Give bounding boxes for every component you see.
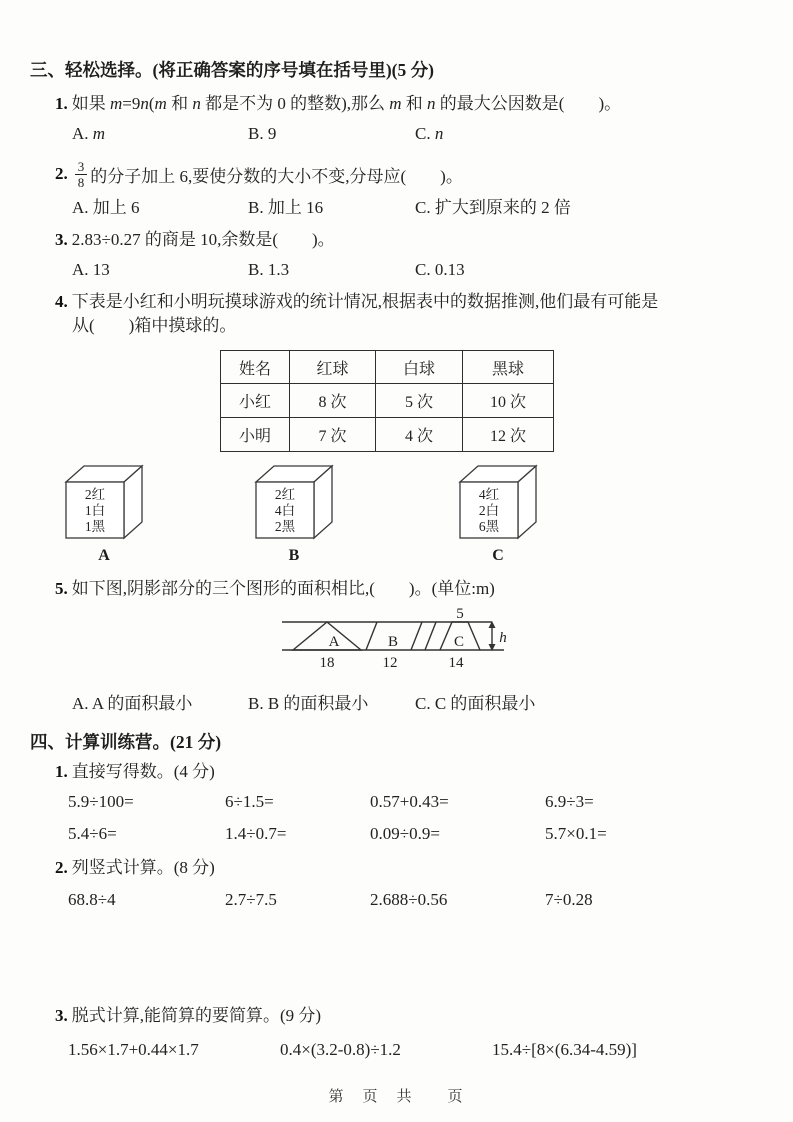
header-black: 黑球	[463, 351, 554, 384]
question-1-part: (	[148, 94, 155, 113]
subsection-2	[30, 856, 763, 1004]
box-c	[458, 462, 538, 565]
top-length-label: 5	[456, 607, 464, 622]
cell-name: 小明	[221, 418, 290, 452]
option-a: A. m	[72, 124, 106, 143]
column-calc-problems	[30, 888, 763, 912]
expression: 15.4÷[8×(6.34-4.59)]	[492, 1040, 637, 1059]
option-b: B. 9	[248, 124, 277, 143]
expression: 5.9÷100=	[68, 792, 134, 811]
base-a-label: 18	[319, 655, 335, 671]
subsection-3	[30, 1004, 763, 1062]
question-3-options	[30, 258, 763, 282]
page-footer: 第 页 共 页	[328, 1089, 465, 1105]
svg-text:4红: 4红	[478, 487, 500, 502]
question-1-part: 和	[166, 94, 193, 113]
svg-text:4白: 4白	[274, 503, 296, 518]
expression: 1.4÷0.7=	[225, 824, 287, 843]
cell-red: 7 次	[290, 418, 376, 452]
cell-white: 4 次	[376, 418, 463, 452]
question-1-part: 的最大公因数是( )。	[435, 94, 622, 113]
base-b-label: 12	[382, 655, 398, 671]
question-1-part: 都是不为 0 的整数),那么	[200, 94, 390, 113]
box-a	[64, 462, 144, 565]
variable-n: n	[192, 94, 201, 113]
variable-n: n	[427, 94, 436, 113]
step-calc-problems	[30, 1038, 763, 1062]
question-2-text: 2. $\frac{3}{8}$ 的分子加上 6,要使分数的大小不变,分母应( )。	[55, 158, 463, 190]
table-row	[221, 418, 554, 452]
option-c: C. n	[415, 124, 444, 143]
expression: 7÷0.28	[545, 890, 593, 909]
question-5-text: 5. 如下图,阴影部分的三个图形的面积相比,( )。(单位:m)	[55, 579, 495, 598]
option-c: C. 0.13	[415, 260, 465, 279]
question-1-part: 和	[401, 94, 428, 113]
shape-b-label: B	[387, 634, 399, 650]
option-c: C. 扩大到原来的 2 倍	[415, 198, 571, 217]
option-b: B. 加上 16	[248, 198, 324, 217]
cell-black: 12 次	[463, 418, 554, 452]
expression: 5.4÷6=	[68, 824, 117, 843]
parallel-lines-shapes-drawing	[280, 607, 515, 675]
expression: 2.7÷7.5	[225, 890, 277, 909]
expression: 0.57+0.43=	[370, 792, 449, 811]
question-3-text: 3. 2.83÷0.27 的商是 10,余数是( )。	[55, 230, 335, 249]
fraction-3-8: $\frac{3}{8}$	[75, 160, 88, 189]
header-white: 白球	[376, 351, 463, 384]
header-red: 红球	[290, 351, 376, 384]
box-c-cube-drawing	[458, 462, 538, 540]
cell-white: 5 次	[376, 384, 463, 418]
question-3	[30, 228, 763, 282]
variable-n: n	[140, 94, 149, 113]
question-4-text-line1: 4. 下表是小红和小明玩摸球游戏的统计情况,根据表中的数据推测,他们最有可能是	[55, 292, 659, 311]
section-3-title: 三、轻松选择。(将正确答案的序号填在括号里)(5 分)	[30, 60, 434, 80]
question-1-part: =9	[122, 94, 141, 113]
cell-name: 小红	[221, 384, 290, 418]
question-1-part: 如果	[71, 94, 110, 113]
expression: 0.09÷0.9=	[370, 824, 440, 843]
question-1-text	[30, 92, 763, 116]
option-a: A. 13	[72, 260, 110, 279]
expression: 1.56×1.7+0.44×1.7	[68, 1040, 199, 1059]
option-b: B. B 的面积最小	[248, 694, 369, 713]
ball-boxes	[30, 462, 763, 565]
shaded-shapes-diagram	[280, 607, 763, 680]
svg-text:6黑: 6黑	[478, 519, 500, 534]
variable-m: m	[154, 94, 167, 113]
shape-c-label: C	[453, 634, 465, 650]
base-c-label: 14	[448, 655, 464, 671]
svg-text:2黑: 2黑	[274, 519, 296, 534]
question-2-options	[30, 196, 763, 220]
question-5	[30, 577, 763, 716]
svg-text:2红: 2红	[274, 487, 296, 502]
question-1-number: 1.	[55, 94, 68, 113]
subsection-3-title: 3. 脱式计算,能简算的要简算。(9 分)	[55, 1006, 322, 1025]
variable-m: m	[110, 94, 123, 113]
box-c-label: C	[492, 547, 504, 564]
question-4-number: 4.	[55, 292, 68, 311]
question-4-text-line2: 从( )箱中摸球的。	[72, 316, 237, 335]
svg-text:2白: 2白	[478, 503, 500, 518]
subsection-2-title: 2. 列竖式计算。(8 分)	[55, 858, 215, 877]
expression: 68.8÷4	[68, 890, 116, 909]
ball-statistics-table	[220, 350, 554, 452]
question-1-options	[30, 122, 763, 146]
option-c: C. C 的面积最小	[415, 694, 536, 713]
subsection-1-title: 1. 直接写得数。(4 分)	[55, 762, 215, 781]
question-2	[30, 154, 763, 220]
cell-red: 8 次	[290, 384, 376, 418]
cell-black: 10 次	[463, 384, 554, 418]
mental-math-row-1	[30, 790, 763, 814]
question-3-number: 3.	[55, 230, 68, 249]
expression: 0.4×(3.2-0.8)÷1.2	[280, 1040, 401, 1059]
svg-text:1白: 1白	[84, 503, 106, 518]
section-4-title: 四、计算训练营。(21 分)	[30, 732, 222, 752]
svg-text:1黑: 1黑	[84, 519, 106, 534]
question-5-options	[30, 692, 763, 716]
option-b: B. 1.3	[248, 260, 290, 279]
box-b-label: B	[288, 547, 300, 564]
question-4	[30, 290, 763, 565]
box-a-cube-drawing	[64, 462, 144, 540]
expression: 6.9÷3=	[545, 792, 594, 811]
option-a: A. A 的面积最小	[72, 694, 193, 713]
subsection-1	[30, 760, 763, 846]
table-row	[221, 384, 554, 418]
working-space	[30, 912, 763, 1004]
option-a: A. 加上 6	[72, 198, 140, 217]
height-label: h	[499, 630, 507, 646]
shape-a-label: A	[328, 634, 340, 650]
header-name: 姓名	[221, 351, 290, 384]
question-5-number: 5.	[55, 579, 68, 598]
question-1	[30, 92, 763, 146]
box-b-cube-drawing	[254, 462, 334, 540]
expression: 2.688÷0.56	[370, 890, 448, 909]
box-a-label: A	[98, 547, 110, 564]
table-header-row	[221, 351, 554, 384]
expression: 6÷1.5=	[225, 792, 274, 811]
expression: 5.7×0.1=	[545, 824, 607, 843]
box-b	[254, 462, 334, 565]
svg-text:2红: 2红	[84, 487, 106, 502]
variable-m: m	[389, 94, 402, 113]
mental-math-row-2	[30, 822, 763, 846]
question-2-number: 2.	[55, 164, 68, 183]
